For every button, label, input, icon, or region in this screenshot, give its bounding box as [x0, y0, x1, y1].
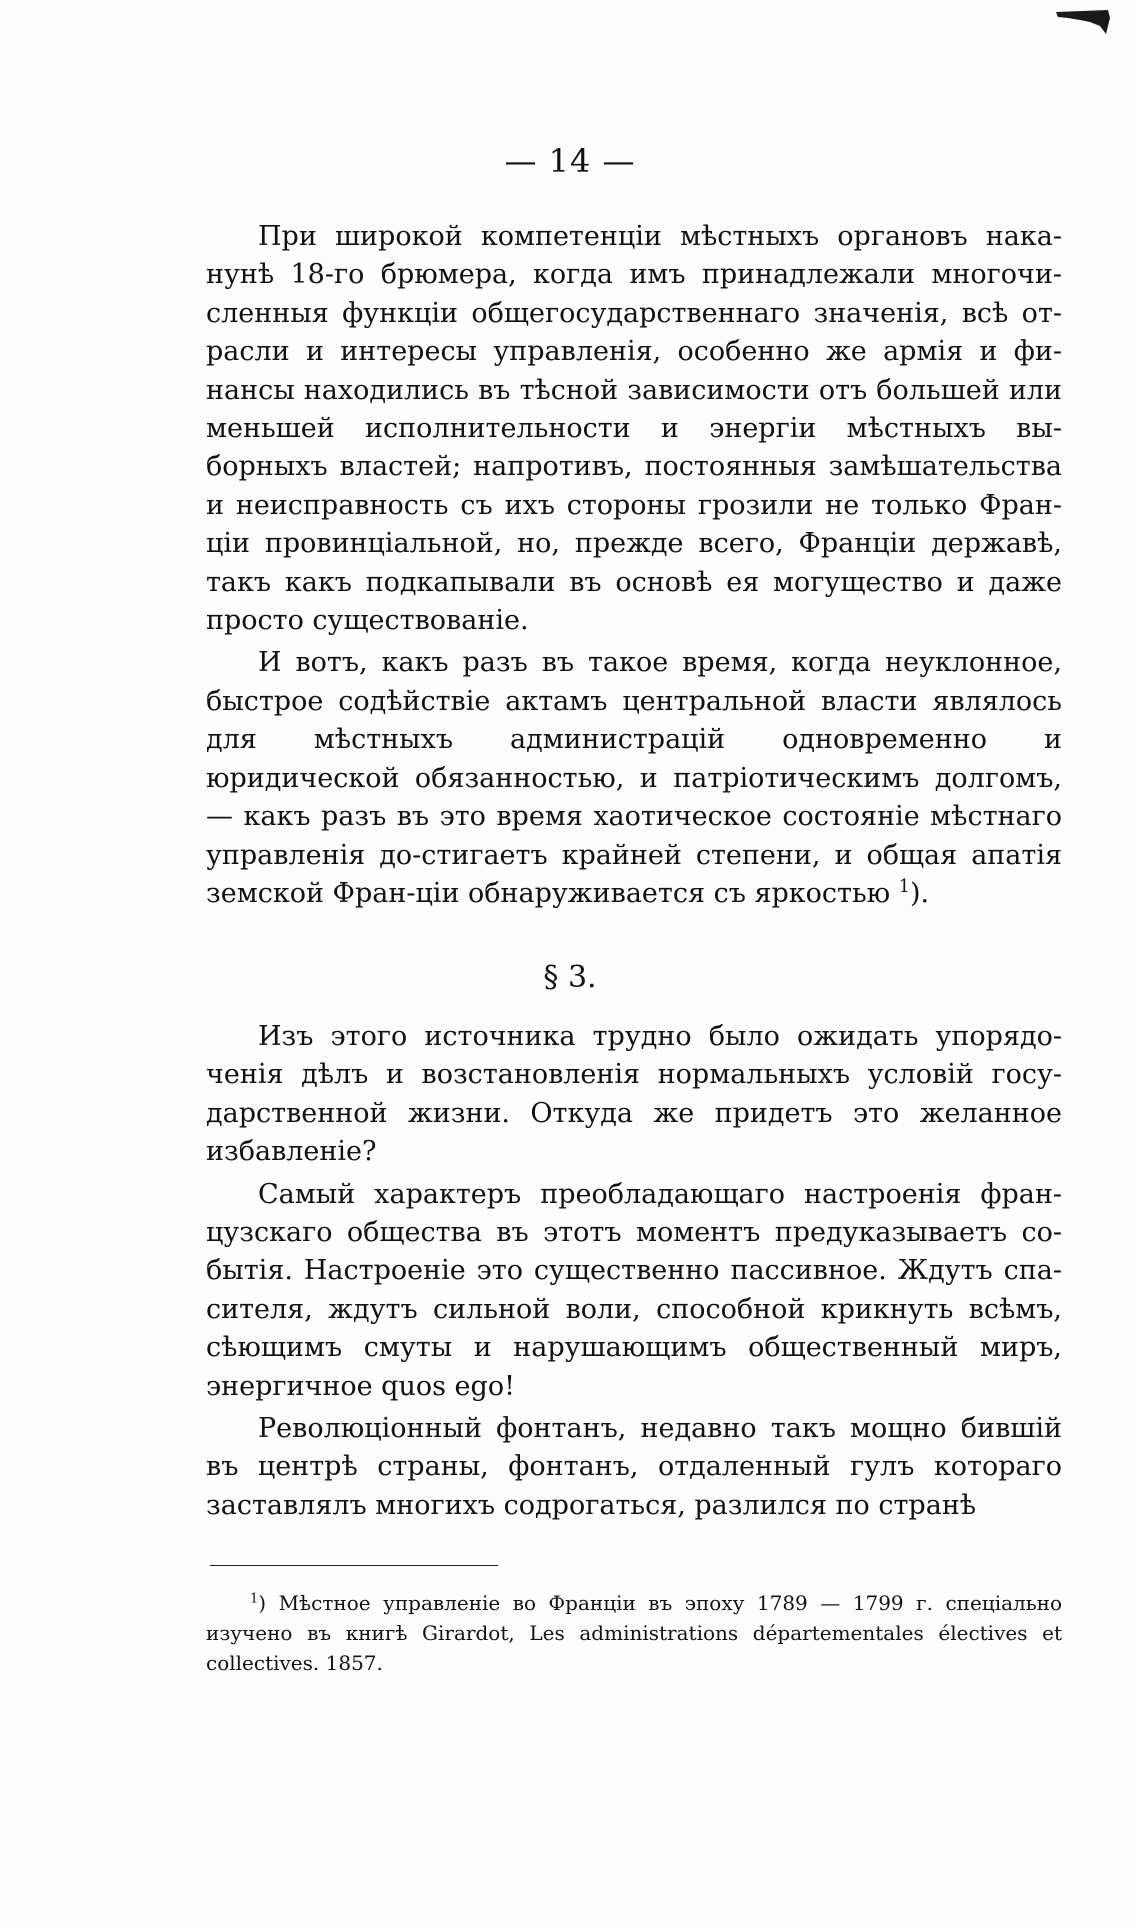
page-number: — 14 —	[504, 142, 636, 180]
text-block-top	[206, 218, 1062, 917]
paragraph: При широкой компетенціи мѣстныхъ органовъ нака-нунѣ 18-го брюмера, когда имъ принадлежали многочи-сленныя функціи общегосударственнаго значенія, всѣ от-расли и интересы управленія, особенно же армія и фи-нансы находились въ тѣсной зависимости отъ большей или меньшей исполнительности и энергіи мѣстныхъ вы-борныхъ властей; напротивъ, постоянныя замѣшательства и неисправность съ ихъ стороны грозили не только Фран-ціи провинціальной, но, прежде всего, Франціи державѣ, такъ какъ подкапывали въ основѣ ея могущество и даже просто существованіе.	[206, 221, 1062, 637]
text-block-bottom	[206, 1018, 1062, 1529]
scan-artifact-mark	[1050, 8, 1112, 38]
paragraph: Изъ этого источника трудно было ожидать упорядо-ченія дѣлъ и возстановленія нормальныхъ условій госу-дарственной жизни. Откуда же придетъ это желанное избавленіе?	[206, 1021, 1062, 1168]
footnote-text: ) Мѣстное управленіе во Франціи въ эпоху 1789 — 1799 г. спеціально изучено въ книгѣ Girardot, Les administrations départementales électives et collectives. 1857.	[206, 1591, 1062, 1675]
footnote	[206, 1588, 1062, 1678]
paragraph: Самый характеръ преобладающаго настроенія фран-цузскаго общества въ этотъ моментъ предуказываетъ со-бытія. Настроеніе это существенно пассивное. Ждутъ спа-сителя, ждутъ сильной воли, способной крикнуть всѣмъ, сѣющимъ смуты и нарушающимъ общественный миръ, энергичное quos ego!	[206, 1178, 1062, 1402]
paragraph: Революціонный фонтанъ, недавно такъ мощно бившій въ центрѣ страны, фонтанъ, отдаленный гулъ котораго заставлялъ многихъ содрогаться, разлился по странѣ	[206, 1413, 1062, 1521]
paragraph	[206, 644, 1062, 913]
footnote-marker: 1	[250, 1591, 259, 1607]
section-heading: § 3.	[543, 960, 597, 995]
footnote-divider	[210, 1565, 498, 1566]
footnote-reference[interactable]: 1	[898, 876, 910, 897]
paragraph-text: И вотъ, какъ разъ въ такое время, когда неуклонное, быстрое содѣйствіе актамъ центральной власти являлось для мѣстныхъ администрацій одновременно и юридической обязанностью, и патріотическимъ долгомъ, — какъ разъ въ это время хаотическое состояніе мѣстнаго управленія до-стигаетъ крайней степени, и общая апатія земской Фран-ціи обнаруживается съ яркостью	[206, 647, 1062, 909]
footnote-reference-close: ).	[909, 877, 930, 909]
